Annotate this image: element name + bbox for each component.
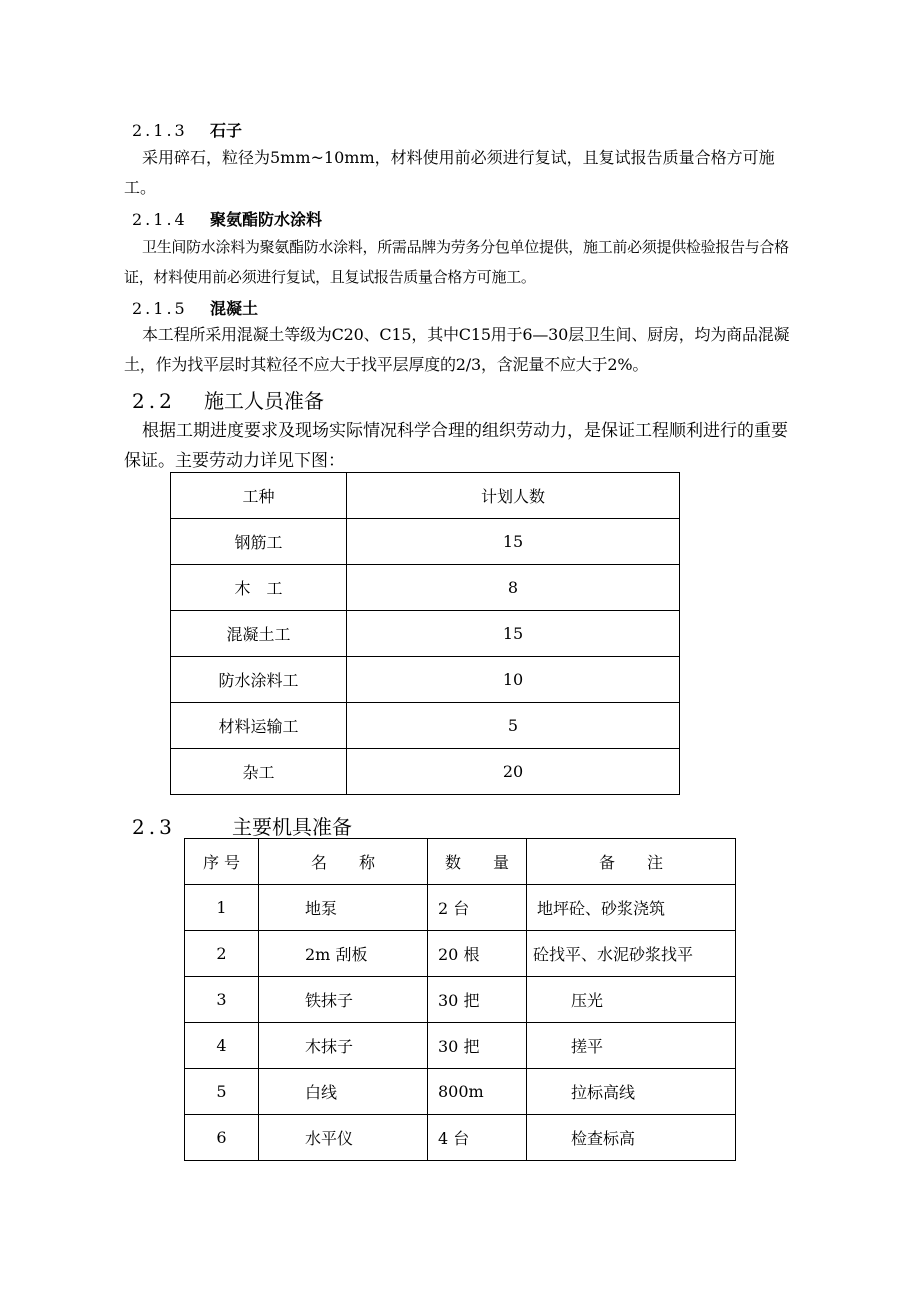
table-row	[185, 1023, 736, 1069]
paragraph-2-1-5	[124, 320, 804, 380]
table-row	[185, 1069, 736, 1115]
header-cell: 工种	[171, 473, 347, 519]
table-cell: 地泵	[259, 885, 428, 931]
table-cell: 20 根	[428, 931, 527, 977]
table-cell: 10	[347, 657, 680, 703]
table-cell: 杂工	[171, 749, 347, 795]
table-row	[185, 885, 736, 931]
table-cell: 4	[185, 1023, 259, 1069]
header-cell: 计划人数	[347, 473, 680, 519]
heading-2-2	[132, 385, 324, 414]
table-cell: 800m	[428, 1069, 527, 1115]
table-cell: 5	[347, 703, 680, 749]
table-row	[171, 519, 680, 565]
paragraph-text: 采用碎石，粒径为5mm~10mm，材料使用前必须进行复试，且复试报告质量合格方可施工。	[124, 148, 775, 197]
table-cell: 防水涂料工	[171, 657, 347, 703]
heading-2-1-3	[132, 118, 242, 141]
paragraph-text: 根据工期进度要求及现场实际情况科学合理的组织劳动力，是保证工程顺利进行的重要保证。主要劳动力详见下图：	[124, 421, 788, 471]
paragraph-2-2	[124, 416, 804, 476]
table-cell: 拉标高线	[527, 1069, 736, 1115]
header-cell: 序 号	[185, 839, 259, 885]
heading-number: 2.2	[132, 389, 176, 413]
table-cell: 30 把	[428, 977, 527, 1023]
table-cell: 检查标高	[527, 1115, 736, 1161]
table-cell: 5	[185, 1069, 259, 1115]
paragraph-2-1-4	[124, 232, 804, 292]
table-cell: 20	[347, 749, 680, 795]
heading-number: 2.1.5	[132, 299, 188, 318]
table-row	[171, 657, 680, 703]
heading-title: 主要机具准备	[232, 815, 352, 839]
table-cell: 15	[347, 611, 680, 657]
table-cell: 木抹子	[259, 1023, 428, 1069]
table-cell: 30 把	[428, 1023, 527, 1069]
equipment-table	[184, 838, 736, 1161]
heading-number: 2.3	[132, 815, 176, 839]
paragraph-text: 本工程所采用混凝土等级为C20、C15，其中C15用于6—30层卫生间、厨房，均为商品混凝土，作为找平层时其粒径不应大于找平层厚度的2/3，含泥量不应大于2%。	[124, 325, 790, 374]
heading-2-1-5	[132, 296, 258, 319]
table-row	[171, 565, 680, 611]
header-cell: 数 量	[428, 839, 527, 885]
table-cell: 2m 刮板	[259, 931, 428, 977]
table-row	[185, 1115, 736, 1161]
table-cell: 砼找平、水泥砂浆找平	[527, 931, 736, 977]
table-cell: 钢筋工	[171, 519, 347, 565]
table-header-row	[185, 839, 736, 885]
table-cell: 2	[185, 931, 259, 977]
table-cell: 白线	[259, 1069, 428, 1115]
heading-number: 2.1.3	[132, 121, 188, 140]
heading-number: 2.1.4	[132, 210, 188, 229]
paragraph-2-1-3	[124, 143, 804, 203]
table-cell: 6	[185, 1115, 259, 1161]
table-row	[171, 611, 680, 657]
heading-title: 混凝土	[210, 299, 259, 318]
table-cell: 压光	[527, 977, 736, 1023]
table-cell: 材料运输工	[171, 703, 347, 749]
table-header-row	[171, 473, 680, 519]
table-cell: 2 台	[428, 885, 527, 931]
heading-title: 聚氨酯防水涂料	[210, 210, 323, 229]
table-cell: 4 台	[428, 1115, 527, 1161]
table-row	[185, 931, 736, 977]
table-cell: 铁抹子	[259, 977, 428, 1023]
table-cell: 地坪砼、砂浆浇筑	[527, 885, 736, 931]
table-cell: 搓平	[527, 1023, 736, 1069]
table-cell: 木 工	[171, 565, 347, 611]
table-cell: 1	[185, 885, 259, 931]
labor-table	[170, 472, 680, 795]
table-cell: 水平仪	[259, 1115, 428, 1161]
table-cell: 3	[185, 977, 259, 1023]
table-cell: 8	[347, 565, 680, 611]
heading-title: 石子	[210, 121, 243, 140]
heading-title: 施工人员准备	[204, 389, 324, 413]
header-cell: 名 称	[259, 839, 428, 885]
header-cell: 备 注	[527, 839, 736, 885]
table-row	[171, 703, 680, 749]
table-row	[185, 977, 736, 1023]
heading-2-3	[132, 811, 352, 840]
paragraph-text: 卫生间防水涂料为聚氨酯防水涂料，所需品牌为劳务分包单位提供，施工前必须提供检验报告与合格证，材料使用前必须进行复试，且复试报告质量合格方可施工。	[124, 238, 789, 286]
table-row	[171, 749, 680, 795]
heading-2-1-4	[132, 207, 322, 230]
table-cell: 15	[347, 519, 680, 565]
table-cell: 混凝土工	[171, 611, 347, 657]
